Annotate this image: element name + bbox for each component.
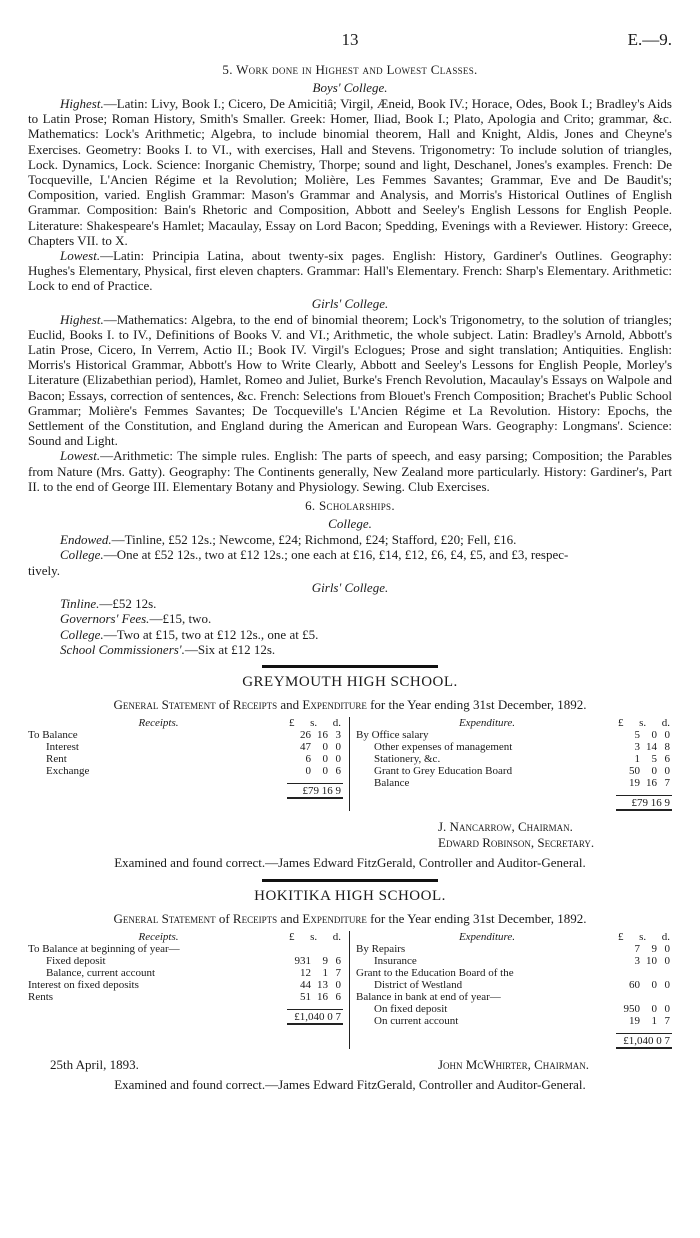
ledger-label: On current account	[374, 1015, 459, 1028]
ledger-amount	[289, 979, 343, 991]
ledger-label: Balance, current account	[46, 967, 156, 980]
ledger-shillings: 0	[322, 741, 328, 754]
greymouth-expenditure	[350, 717, 672, 811]
ledger-amount	[618, 777, 672, 789]
girls-college-line	[28, 627, 672, 642]
ledger-amount	[289, 967, 343, 979]
ledger-pence: 7	[335, 967, 341, 980]
boys-highest-paragraph	[28, 96, 672, 248]
ledger-pence: 0	[664, 729, 670, 742]
ledger-pounds: 60	[629, 979, 640, 992]
col-shillings: s.	[639, 931, 647, 944]
expenditure-heading: Expenditure.	[458, 717, 516, 730]
expenditure-rows	[356, 943, 672, 1027]
scholarships-girls-heading: Girls' College.	[311, 580, 389, 596]
gs-title-part: for the Year ending 31st December, 1892.	[370, 697, 587, 713]
page-header	[28, 30, 672, 60]
tinline-text: —£52 12s.	[99, 595, 157, 611]
ledger-pounds: 12	[300, 967, 311, 980]
ledger-shillings: 0	[651, 729, 657, 742]
ledger-amount	[618, 943, 672, 955]
girls-college-lead: College.	[60, 626, 104, 642]
expenditure-heading: Expenditure.	[458, 931, 516, 944]
ledger-shillings: 9	[651, 943, 657, 956]
ledger-shillings: 16	[317, 991, 328, 1004]
girls-college-text: —Two at £15, two at £12 12s., one at £5.	[103, 626, 319, 642]
gs-title-part: of	[218, 697, 230, 713]
greymouth-accounts	[28, 717, 672, 811]
hokitika-chairman: John McWhirter, Chairman.	[438, 1057, 590, 1073]
girls-highest-text: —Mathematics: Algebra, to the end of binomial theorem; Lock's Trigonometry, to the solution of triangles; Euclid, Books I. to IV., Definitions of Books V. and VI.; Arithmetic, the whole subject. Latin: Bradley's Arnold, Abbott's Latin Prose, Cicero, In Verrem, Actio II.; Book IV. Virgil's Eclogues; Prose and sight translation; Antiquities. English: Morris's Historical Grammar, Abbott's How to Write Clearly, Abbott and Seeley's Lessons for English People, Morley's Literature (Elizabethian period), Hamlet, Romeo and Juliet, Burke's French Revolution, Macaulay's Essays on Walpole and Bacon; Essays, correction of sentences, &c. French: Selections from Blouet's French Composition; Brachet's Public School Grammar; Molière's Femmes Savantes; De Tocqueville's L'Ancien Régime et La Revolution. History: Epochs, the Settlement of the Constitution, and England during the American and European Wars. Geography: Longmans'. Science: Sound and Light.	[28, 311, 672, 449]
ledger-shillings: 1	[322, 967, 328, 980]
girls-highest-lead: Highest.	[60, 311, 104, 327]
col-pence: d.	[661, 931, 670, 944]
governors-lead: Governors' Fees.	[60, 611, 150, 627]
ledger-pence: 0	[664, 943, 670, 956]
col-pounds: £	[618, 931, 624, 944]
receipts-rows	[28, 729, 343, 777]
ledger-amount	[618, 741, 672, 753]
ledger-row	[28, 955, 343, 967]
scholarships-title: 6. Scholarships.	[305, 498, 395, 514]
ledger-pounds: 3	[634, 741, 640, 754]
ledger-row	[28, 991, 343, 1003]
ledger-row	[356, 741, 672, 753]
greymouth-examined: Examined and found correct.—James Edward FitzGerald, Controller and Auditor-General.	[114, 855, 586, 871]
expenditure-total	[356, 1033, 672, 1049]
greymouth-chairman: J. Nancarrow, Chairman.	[438, 819, 573, 835]
ledger-shillings: 13	[317, 979, 328, 992]
expenditure-rows	[356, 729, 672, 789]
col-pence: d.	[661, 717, 670, 730]
gs-title-part: General Statement	[113, 697, 216, 713]
boys-college-heading: Boys' College.	[312, 80, 388, 95]
endowed-text: —Tinline, £52 12s.; Newcome, £24; Richmond, £24; Stafford, £20; Fell, £16.	[111, 532, 517, 548]
ledger-pounds: 44	[300, 979, 311, 992]
ledger-amount	[618, 979, 672, 991]
gs-title-part: Expenditure	[302, 911, 367, 927]
ledger-label: Balance in bank at end of year—	[356, 991, 501, 1004]
scholarships-list	[28, 532, 672, 657]
ledger-shillings: 0	[651, 765, 657, 778]
ledger-pence: 8	[664, 741, 670, 754]
ledger-amount	[289, 741, 343, 753]
ledger-row	[28, 741, 343, 753]
ledger-pounds: 6	[305, 753, 311, 766]
receipts-total	[28, 783, 343, 799]
ledger-row	[28, 729, 343, 741]
hokitika-statement-title	[28, 911, 672, 927]
greymouth-signatures	[28, 819, 672, 851]
ledger-pence: 0	[664, 955, 670, 968]
girls-college-heading: Girls' College.	[311, 295, 389, 311]
hokitika-expenditure	[350, 931, 672, 1049]
ledger-row	[356, 967, 672, 979]
greymouth-receipts	[28, 717, 350, 811]
ledger-pence: 0	[664, 979, 670, 992]
col-pence: d.	[332, 717, 341, 730]
document-reference: E.—9.	[627, 30, 672, 49]
ledger-pence: 7	[664, 1015, 670, 1028]
college-line	[28, 547, 672, 562]
receipts-total-value: £79 16 9	[287, 783, 343, 799]
ledger-pounds: 47	[300, 741, 311, 754]
ledger-row	[28, 943, 343, 955]
ledger-pence: 0	[664, 1003, 670, 1016]
ledger-label: Interest	[46, 741, 79, 754]
girls-lowest-lead: Lowest.	[60, 448, 101, 464]
ledger-label: Balance	[374, 777, 410, 790]
ledger-row	[356, 991, 672, 1003]
ledger-row	[356, 729, 672, 741]
ledger-pence: 3	[335, 729, 341, 742]
governors-text: —£15, two.	[149, 611, 212, 627]
girls-lowest-paragraph	[28, 448, 672, 494]
gs-title-part: Expenditure	[302, 697, 367, 713]
ledger-shillings: 9	[322, 955, 328, 968]
college-lead: College.	[60, 547, 104, 563]
ledger-pence: 7	[664, 777, 670, 790]
endowed-line	[28, 532, 672, 547]
ledger-shillings: 0	[651, 1003, 657, 1016]
ledger-label: On fixed deposit	[374, 1003, 448, 1016]
gs-title-part: General Statement	[113, 911, 216, 927]
ledger-shillings: 10	[646, 955, 657, 968]
expenditure-total-value: £1,040 0 7	[616, 1033, 672, 1049]
tinline-lead: Tinline.	[60, 595, 100, 611]
ledger-pounds: 931	[294, 955, 311, 968]
col-pence: d.	[332, 931, 341, 944]
hokitika-examined: Examined and found correct.—James Edward FitzGerald, Controller and Auditor-General.	[114, 1077, 586, 1093]
gs-title-part: Receipts	[232, 697, 278, 713]
receipts-header	[28, 717, 343, 729]
ledger-shillings: 0	[322, 753, 328, 766]
document-page	[28, 30, 672, 1101]
ledger-pounds: 5	[634, 729, 640, 742]
governors-line	[28, 611, 672, 626]
ledger-pence: 6	[335, 765, 341, 778]
hokitika-title: HOKITIKA HIGH SCHOOL.	[254, 888, 446, 905]
boys-lowest-text: —Latin: Principia Latina, about twenty-six pages. English: History, Gardiner's Outlines. Geography: Hughes's Elementary, Physical, first eleven chapters. Grammar: Hall's Elementary. French: Sharp's Elementary. Arithmetic: Lock to end of Practice.	[28, 248, 672, 294]
ledger-pence: 6	[664, 753, 670, 766]
hokitika-signatures	[28, 1057, 672, 1073]
ledger-pounds: 7	[634, 943, 640, 956]
ledger-pounds: 3	[634, 955, 640, 968]
ledger-row	[28, 967, 343, 979]
hokitika-accounts	[28, 931, 672, 1049]
ledger-amount	[618, 729, 672, 741]
endowed-lead: Endowed.	[60, 532, 112, 548]
college-line-wrap: tively.	[28, 562, 61, 578]
greymouth-secretary: Edward Robinson, Secretary.	[438, 835, 595, 851]
ledger-row	[356, 979, 672, 991]
expenditure-total-value: £79 16 9	[616, 795, 672, 811]
ledger-row	[28, 765, 343, 777]
gs-title-part: of	[218, 911, 230, 927]
ledger-pounds: 19	[629, 1015, 640, 1028]
college-text: —One at £52 12s., two at £12 12s.; one each at £16, £14, £12, £6, £4, £5, and £3, respec-	[103, 547, 569, 563]
ledger-pounds: 26	[300, 729, 311, 742]
boys-lowest-lead: Lowest.	[60, 248, 101, 264]
ledger-shillings: 16	[646, 777, 657, 790]
scholarships-college-heading: College.	[328, 516, 372, 532]
tinline-line	[28, 596, 672, 611]
receipts-rows	[28, 943, 343, 1003]
girls-highest-paragraph	[28, 312, 672, 449]
ledger-amount	[289, 991, 343, 1003]
col-pounds: £	[289, 931, 295, 944]
ledger-amount	[618, 1015, 672, 1027]
ledger-pounds: 19	[629, 777, 640, 790]
ledger-shillings: 0	[651, 979, 657, 992]
col-shillings: s.	[310, 931, 318, 944]
receipts-heading: Receipts.	[138, 931, 179, 944]
ledger-pence: 6	[335, 955, 341, 968]
ledger-row	[28, 979, 343, 991]
ledger-pounds: 1	[634, 753, 640, 766]
ledger-label: Grant to Grey Education Board	[374, 765, 513, 778]
section-divider	[262, 879, 438, 882]
ledger-row	[356, 955, 672, 967]
ledger-label: Stationery, &c.	[374, 753, 441, 766]
ledger-amount	[618, 1003, 672, 1015]
boys-lowest-paragraph	[28, 248, 672, 294]
ledger-pounds: 51	[300, 991, 311, 1004]
ledger-amount	[289, 765, 343, 777]
ledger-label: By Repairs	[356, 943, 406, 956]
ledger-label: Rent	[46, 753, 67, 766]
ledger-label: Interest on fixed deposits	[28, 979, 139, 992]
commissioners-lead: School Commissioners'.	[60, 641, 185, 657]
ledger-label: District of Westland	[374, 979, 463, 992]
col-pounds: £	[289, 717, 295, 730]
col-pounds: £	[618, 717, 624, 730]
receipts-header	[28, 931, 343, 943]
ledger-amount	[289, 753, 343, 765]
ledger-pence: 0	[335, 753, 341, 766]
ledger-shillings: 16	[317, 729, 328, 742]
ledger-row	[356, 1003, 672, 1015]
ledger-row	[356, 753, 672, 765]
receipts-total-value: £1,040 0 7	[287, 1009, 343, 1025]
ledger-pounds: 0	[305, 765, 311, 778]
commissioners-text: —Six at £12 12s.	[184, 641, 276, 657]
gs-title-part: and	[280, 697, 300, 713]
ledger-row	[28, 753, 343, 765]
expenditure-header	[356, 931, 672, 943]
gs-title-part: and	[280, 911, 300, 927]
ledger-label: By Office salary	[356, 729, 429, 742]
expenditure-total	[356, 795, 672, 811]
ledger-label: Insurance	[374, 955, 417, 968]
ledger-shillings: 14	[646, 741, 657, 754]
ledger-label: To Balance	[28, 729, 78, 742]
hokitika-date: 25th April, 1893.	[50, 1057, 139, 1073]
ledger-row	[356, 777, 672, 789]
ledger-amount	[618, 753, 672, 765]
receipts-heading: Receipts.	[138, 717, 179, 730]
ledger-row	[356, 765, 672, 777]
greymouth-statement-title	[28, 697, 672, 713]
ledger-pence: 0	[335, 741, 341, 754]
ledger-row	[356, 1015, 672, 1027]
boys-highest-text: —Latin: Livy, Book I.; Cicero, De Amicitiâ; Virgil, Æneid, Book IV.; Horace, Odes, Book I.; Bradley's Aids to Latin Prose; Roman History, Smith's Smaller. Greek: Homer, Iliad, Book I.; Plato, Apologia and Crito; grammar, &c. Mathematics: Lock's Arithmetic; Algebra, to include binomial theorem, Hall and Knight, Aldis, Jones and Cheyne's Exercises. Geometry: Books I. to VI., with exercises, Hall and Stevens. Trigonometry: To include solution of triangles, Lock. Dynamics, Lock. Science: Inorganic Chemistry, Thorpe; sound and light, Deschanel, Jones's examples. French: De Tocqueville, L'Ancien Régime et la Revolution; Molière, Les Femmes Savantes; Grammar, Eve and De Baudit's; Composition, varied. English Grammar: Mason's Grammar and Analysis, and Morris's Historical Outlines of English Grammar. Composition: Bain's Rhetoric and Composition, Abbott and Seeley's English Lessons for English People. Literature: Shakespeare's Hamlet; Macaulay, Essay on Lord Bacon; Spedding, Evenings with a Reviewer. History: Greece, Chapters VII. to X.	[28, 96, 672, 248]
boys-highest-lead: Highest.	[60, 96, 104, 111]
col-shillings: s.	[639, 717, 647, 730]
ledger-amount	[618, 765, 672, 777]
ledger-label: Other expenses of management	[374, 741, 513, 754]
ledger-shillings: 0	[322, 765, 328, 778]
ledger-pence: 6	[335, 991, 341, 1004]
ledger-shillings: 5	[651, 753, 657, 766]
receipts-total	[28, 1009, 343, 1025]
ledger-amount	[289, 729, 343, 741]
greymouth-title: GREYMOUTH HIGH SCHOOL.	[242, 674, 458, 691]
col-shillings: s.	[310, 717, 318, 730]
ledger-amount	[618, 955, 672, 967]
ledger-pounds: 50	[629, 765, 640, 778]
ledger-pounds: 950	[623, 1003, 640, 1016]
ledger-shillings: 1	[651, 1015, 657, 1028]
expenditure-header	[356, 717, 672, 729]
ledger-pence: 0	[335, 979, 341, 992]
ledger-row	[356, 943, 672, 955]
ledger-label: To Balance at beginning of year—	[28, 943, 180, 956]
hokitika-receipts	[28, 931, 350, 1049]
section-divider	[262, 665, 438, 668]
commissioners-line	[28, 642, 672, 657]
girls-lowest-text: —Arithmetic: The simple rules. English: The parts of speech, and easy parsing; Composition; the Parables from Nature (Mrs. Gatty). Geography: The Continents generally, New Zealand more particularly. History: Gardiner's, Part II. to the end of George III. Elementary Botany and Physiology. Sewing. Club Exercises.	[28, 448, 672, 494]
ledger-label: Rents	[28, 991, 54, 1004]
ledger-label: Fixed deposit	[46, 955, 106, 968]
work-section-title: 5. Work done in Highest and Lowest Classes.	[222, 62, 478, 77]
ledger-label: Grant to the Education Board of the	[356, 967, 514, 980]
page-number: 13	[341, 30, 359, 49]
ledger-pence: 0	[664, 765, 670, 778]
ledger-label: Exchange	[46, 765, 90, 778]
gs-title-part: for the Year ending 31st December, 1892.	[370, 911, 587, 927]
gs-title-part: Receipts	[232, 911, 278, 927]
ledger-amount	[289, 955, 343, 967]
